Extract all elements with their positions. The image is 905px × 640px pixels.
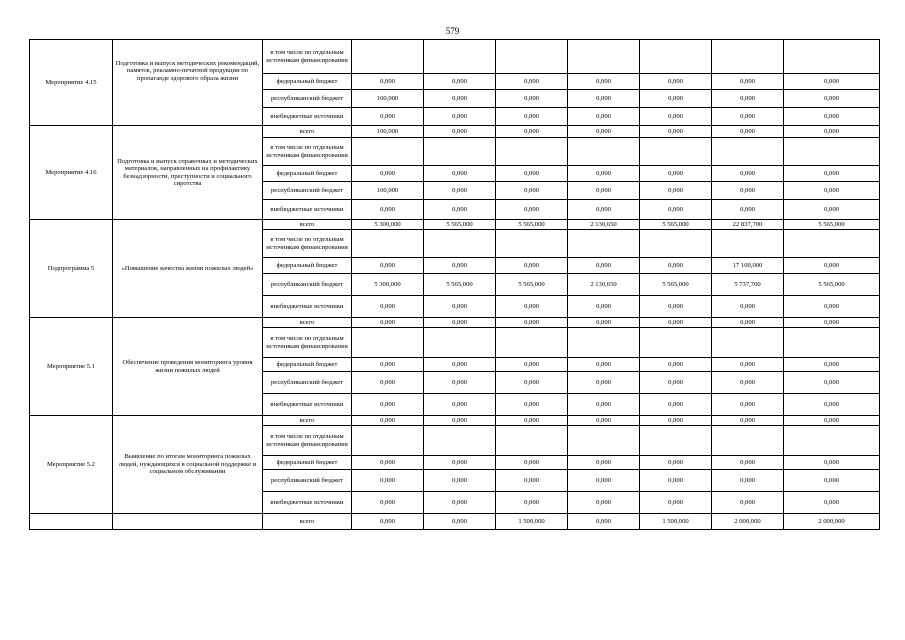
amount-cell: 0,000 (640, 74, 712, 90)
table-row (30, 318, 880, 328)
amount-cell: 0,000 (424, 258, 496, 274)
amount-cell: 0,000 (496, 108, 568, 126)
amount-cell: 0,000 (352, 318, 424, 328)
amount-cell: 5 300,000 (352, 220, 424, 230)
funding-source-label: федеральный бюджет (263, 358, 352, 372)
amount-cell: 0,000 (424, 470, 496, 492)
amount-cell: 0,000 (712, 470, 784, 492)
funding-source-label: в том числе по отдельным источникам финансирования (263, 40, 352, 74)
amount-cell: 0,000 (352, 470, 424, 492)
amount-cell (784, 230, 880, 258)
amount-cell: 0,000 (568, 358, 640, 372)
amount-cell: 0,000 (640, 258, 712, 274)
amount-cell: 0,000 (712, 296, 784, 318)
amount-cell: 0,000 (712, 456, 784, 470)
amount-cell: 0,000 (568, 394, 640, 416)
amount-cell: 0,000 (784, 166, 880, 182)
amount-cell (424, 426, 496, 456)
amount-cell: 0,000 (712, 182, 784, 200)
amount-cell (424, 40, 496, 74)
amount-cell: 0,000 (424, 296, 496, 318)
funding-source-label: всего (263, 126, 352, 138)
funding-source-label: республиканский бюджет (263, 372, 352, 394)
amount-cell: 0,000 (712, 166, 784, 182)
amount-cell: 0,000 (496, 416, 568, 426)
amount-cell: 100,000 (352, 126, 424, 138)
amount-cell: 0,000 (640, 318, 712, 328)
item-code: Мероприятие 4.16 (30, 126, 113, 220)
amount-cell: 0,000 (712, 108, 784, 126)
amount-cell: 2 130,650 (568, 274, 640, 296)
amount-cell: 0,000 (352, 416, 424, 426)
amount-cell: 0,000 (568, 318, 640, 328)
amount-cell (640, 328, 712, 358)
table-row (30, 126, 880, 138)
item-title: Выявление по итогам мониторинга пожилых людей, нуждающихся в социальной поддержке и социальном обслуживании (113, 416, 263, 514)
funding-source-label: внебюджетные источники (263, 108, 352, 126)
table-row (30, 416, 880, 426)
amount-cell: 100,000 (352, 90, 424, 108)
amount-cell: 0,000 (496, 470, 568, 492)
amount-cell (496, 138, 568, 166)
amount-cell: 0,000 (712, 200, 784, 220)
amount-cell: 0,000 (352, 108, 424, 126)
amount-cell (568, 40, 640, 74)
amount-cell (784, 138, 880, 166)
amount-cell: 0,000 (640, 416, 712, 426)
amount-cell: 0,000 (712, 394, 784, 416)
amount-cell (784, 40, 880, 74)
funding-source-label: всего (263, 220, 352, 230)
amount-cell: 0,000 (784, 182, 880, 200)
amount-cell: 0,000 (712, 492, 784, 514)
amount-cell: 0,000 (784, 74, 880, 90)
amount-cell: 0,000 (424, 372, 496, 394)
funding-source-label: федеральный бюджет (263, 166, 352, 182)
amount-cell: 0,000 (496, 456, 568, 470)
amount-cell: 0,000 (352, 514, 424, 530)
amount-cell: 0,000 (712, 90, 784, 108)
amount-cell: 0,000 (352, 492, 424, 514)
amount-cell: 0,000 (640, 296, 712, 318)
amount-cell: 100,000 (352, 182, 424, 200)
amount-cell: 0,000 (640, 200, 712, 220)
amount-cell: 0,000 (568, 492, 640, 514)
amount-cell (640, 426, 712, 456)
item-title: Подготовка и выпуск справочных и методических материалов, направленных на профилактику безнадзорности, преступности и социального сиротства (113, 126, 263, 220)
funding-source-label: внебюджетные источники (263, 492, 352, 514)
funding-source-label: в том числе по отдельным источникам финансирования (263, 230, 352, 258)
amount-cell: 0,000 (496, 296, 568, 318)
amount-cell: 0,000 (424, 90, 496, 108)
budget-table (29, 39, 880, 530)
amount-cell (424, 230, 496, 258)
amount-cell: 0,000 (496, 74, 568, 90)
amount-cell: 0,000 (352, 358, 424, 372)
amount-cell: 0,000 (640, 492, 712, 514)
funding-source-label: республиканский бюджет (263, 274, 352, 296)
amount-cell: 0,000 (352, 258, 424, 274)
amount-cell: 0,000 (352, 74, 424, 90)
table-row (30, 220, 880, 230)
item-code (30, 514, 113, 530)
item-code: Подпрограмма 5 (30, 220, 113, 318)
amount-cell: 17 100,000 (712, 258, 784, 274)
amount-cell: 22 837,700 (712, 220, 784, 230)
amount-cell: 0,000 (496, 258, 568, 274)
amount-cell: 5 300,000 (352, 274, 424, 296)
amount-cell: 0,000 (784, 200, 880, 220)
amount-cell: 0,000 (784, 470, 880, 492)
amount-cell: 0,000 (568, 372, 640, 394)
amount-cell (352, 426, 424, 456)
amount-cell: 0,000 (568, 416, 640, 426)
amount-cell: 2 000,000 (784, 514, 880, 530)
amount-cell: 0,000 (784, 296, 880, 318)
amount-cell: 0,000 (496, 200, 568, 220)
amount-cell: 0,000 (568, 108, 640, 126)
amount-cell: 0,000 (712, 358, 784, 372)
amount-cell: 0,000 (784, 258, 880, 274)
amount-cell: 0,000 (784, 416, 880, 426)
amount-cell: 0,000 (496, 126, 568, 138)
amount-cell: 0,000 (568, 74, 640, 90)
amount-cell (568, 426, 640, 456)
amount-cell: 0,000 (496, 182, 568, 200)
amount-cell (568, 230, 640, 258)
amount-cell (424, 328, 496, 358)
amount-cell: 0,000 (352, 200, 424, 220)
amount-cell (352, 40, 424, 74)
amount-cell: 0,000 (424, 394, 496, 416)
amount-cell (712, 426, 784, 456)
amount-cell: 0,000 (496, 372, 568, 394)
amount-cell (568, 328, 640, 358)
amount-cell: 0,000 (424, 200, 496, 220)
amount-cell (784, 426, 880, 456)
amount-cell: 0,000 (784, 456, 880, 470)
amount-cell: 0,000 (424, 126, 496, 138)
amount-cell (352, 138, 424, 166)
amount-cell: 0,000 (424, 514, 496, 530)
funding-source-label: всего (263, 416, 352, 426)
amount-cell (496, 328, 568, 358)
funding-source-label: федеральный бюджет (263, 74, 352, 90)
amount-cell: 0,000 (496, 394, 568, 416)
amount-cell: 0,000 (568, 90, 640, 108)
amount-cell: 0,000 (424, 358, 496, 372)
amount-cell: 5 565,000 (640, 220, 712, 230)
funding-source-label: федеральный бюджет (263, 258, 352, 274)
amount-cell: 0,000 (424, 416, 496, 426)
amount-cell: 0,000 (496, 90, 568, 108)
funding-source-label: в том числе по отдельным источникам финансирования (263, 138, 352, 166)
amount-cell: 0,000 (424, 182, 496, 200)
item-code: Мероприятие 5.1 (30, 318, 113, 416)
amount-cell (640, 138, 712, 166)
amount-cell: 0,000 (640, 394, 712, 416)
table-row (30, 40, 880, 74)
amount-cell: 0,000 (568, 470, 640, 492)
amount-cell: 0,000 (640, 90, 712, 108)
amount-cell: 5 565,000 (424, 220, 496, 230)
amount-cell: 0,000 (496, 166, 568, 182)
amount-cell: 2 130,650 (568, 220, 640, 230)
table-row (30, 514, 880, 530)
amount-cell: 0,000 (424, 318, 496, 328)
amount-cell: 0,000 (424, 108, 496, 126)
item-title: Обеспечение проведения мониторинга уровня жизни пожилых людей (113, 318, 263, 416)
amount-cell: 0,000 (568, 182, 640, 200)
amount-cell: 0,000 (352, 166, 424, 182)
amount-cell: 0,000 (352, 296, 424, 318)
funding-source-label: внебюджетные источники (263, 394, 352, 416)
funding-source-label: всего (263, 514, 352, 530)
amount-cell: 0,000 (712, 416, 784, 426)
amount-cell: 5 565,000 (496, 274, 568, 296)
amount-cell: 0,000 (640, 372, 712, 394)
amount-cell: 0,000 (352, 394, 424, 416)
amount-cell: 0,000 (784, 90, 880, 108)
amount-cell: 0,000 (352, 456, 424, 470)
item-title (113, 514, 263, 530)
amount-cell: 0,000 (424, 456, 496, 470)
amount-cell: 5 565,000 (640, 274, 712, 296)
amount-cell: 0,000 (640, 358, 712, 372)
amount-cell: 0,000 (568, 456, 640, 470)
funding-source-label: республиканский бюджет (263, 182, 352, 200)
amount-cell: 0,000 (712, 372, 784, 394)
amount-cell (568, 138, 640, 166)
funding-source-label: в том числе по отдельным источникам финансирования (263, 426, 352, 456)
funding-source-label: в том числе по отдельным источникам финансирования (263, 328, 352, 358)
funding-source-label: всего (263, 318, 352, 328)
amount-cell: 5 565,000 (784, 274, 880, 296)
amount-cell: 0,000 (424, 492, 496, 514)
item-title: Подготовка и выпуск методических рекомендаций, памяток, рекламно-печатной продукции по пропаганде здорового образа жизни (113, 40, 263, 126)
amount-cell: 0,000 (712, 126, 784, 138)
funding-source-label: внебюджетные источники (263, 296, 352, 318)
item-code: Мероприятие 5.2 (30, 416, 113, 514)
amount-cell (712, 40, 784, 74)
amount-cell: 2 000,000 (712, 514, 784, 530)
amount-cell: 0,000 (496, 358, 568, 372)
amount-cell: 0,000 (712, 74, 784, 90)
amount-cell: 0,000 (784, 126, 880, 138)
funding-source-label: внебюджетные источники (263, 200, 352, 220)
amount-cell (640, 40, 712, 74)
amount-cell (496, 426, 568, 456)
amount-cell: 0,000 (640, 166, 712, 182)
amount-cell (784, 328, 880, 358)
amount-cell: 0,000 (424, 166, 496, 182)
amount-cell: 1 500,000 (640, 514, 712, 530)
amount-cell: 0,000 (568, 296, 640, 318)
amount-cell (496, 230, 568, 258)
amount-cell: 0,000 (784, 492, 880, 514)
amount-cell: 0,000 (568, 514, 640, 530)
amount-cell: 0,000 (784, 108, 880, 126)
amount-cell: 0,000 (568, 126, 640, 138)
amount-cell: 0,000 (784, 394, 880, 416)
amount-cell: 0,000 (424, 74, 496, 90)
amount-cell: 0,000 (640, 456, 712, 470)
amount-cell: 5 565,000 (496, 220, 568, 230)
amount-cell (712, 328, 784, 358)
amount-cell: 0,000 (568, 258, 640, 274)
funding-source-label: республиканский бюджет (263, 470, 352, 492)
amount-cell: 0,000 (568, 200, 640, 220)
amount-cell: 0,000 (568, 166, 640, 182)
amount-cell: 5 565,000 (784, 220, 880, 230)
amount-cell (424, 138, 496, 166)
amount-cell: 0,000 (352, 372, 424, 394)
page-number: 579 (445, 26, 460, 36)
amount-cell: 0,000 (640, 108, 712, 126)
amount-cell (712, 230, 784, 258)
amount-cell: 0,000 (640, 182, 712, 200)
funding-source-label: республиканский бюджет (263, 90, 352, 108)
amount-cell: 1 500,000 (496, 514, 568, 530)
amount-cell (640, 230, 712, 258)
amount-cell: 0,000 (640, 126, 712, 138)
amount-cell: 0,000 (496, 318, 568, 328)
amount-cell: 0,000 (640, 470, 712, 492)
amount-cell (712, 138, 784, 166)
item-title: «Повышение качества жизни пожилых людей» (113, 220, 263, 318)
amount-cell: 0,000 (496, 492, 568, 514)
amount-cell: 0,000 (784, 358, 880, 372)
amount-cell: 5 565,000 (424, 274, 496, 296)
item-code: Мероприятие 4.15 (30, 40, 113, 126)
amount-cell (352, 230, 424, 258)
amount-cell (352, 328, 424, 358)
amount-cell: 0,000 (712, 318, 784, 328)
amount-cell: 0,000 (784, 318, 880, 328)
funding-source-label: федеральный бюджет (263, 456, 352, 470)
amount-cell: 0,000 (784, 372, 880, 394)
amount-cell (496, 40, 568, 74)
amount-cell: 5 737,700 (712, 274, 784, 296)
